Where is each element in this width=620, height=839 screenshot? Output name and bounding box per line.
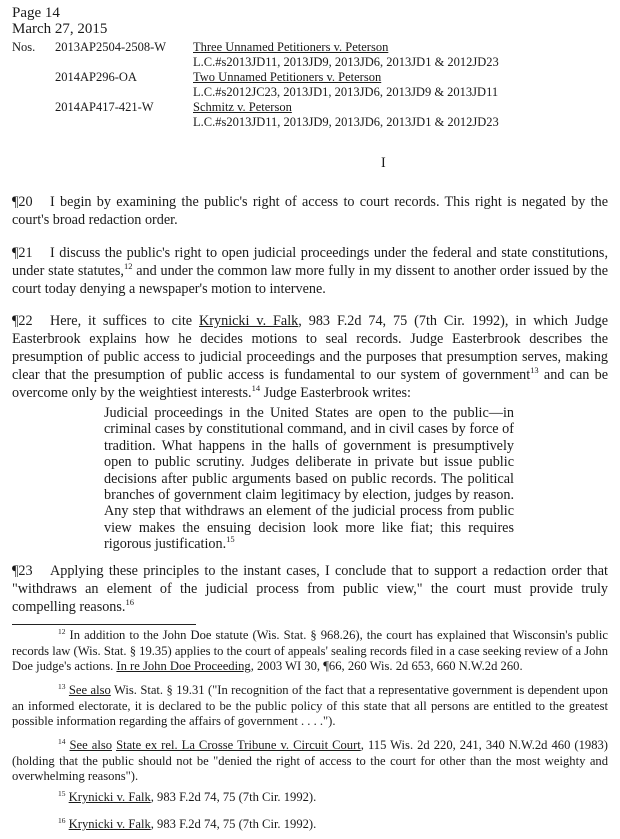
paragraph-text: I discuss the public's right to open judicial proceedings under the federal and state constitutions, under state statutes,	[12, 245, 608, 279]
paragraph-20	[12, 193, 608, 229]
case-caption: Two Unnamed Petitioners v. Peterson	[193, 70, 382, 84]
footnote-ref[interactable]: 14	[251, 383, 261, 393]
page-number: Page 14	[12, 5, 60, 21]
case-citation: In re John Doe Proceeding	[116, 659, 251, 673]
paragraph-text: Here, it suffices to cite	[50, 313, 200, 329]
footnote-text: , 983 F.2d 74, 75 (7th Cir. 1992).	[150, 790, 317, 804]
footnote-number: 16	[58, 816, 66, 825]
lower-court-numbers: L.C.#s2012JC23, 2013JD1, 2013JD6, 2013JD9 & 2013JD11	[193, 85, 499, 99]
paragraph-number: ¶21	[12, 245, 33, 261]
paragraph-text: Applying these principles to the instant cases, I conclude that to support a redaction order that "withdraws an element of the judicial process from public view," the court must provide truly compelling reasons.	[12, 563, 608, 615]
nos-label: Nos.	[12, 40, 36, 54]
footnote-text: , 983 F.2d 74, 75 (7th Cir. 1992).	[150, 817, 317, 831]
case-caption: Schmitz v. Peterson	[193, 100, 292, 114]
footnote-number: 14	[58, 737, 66, 746]
footnote-text: , 2003 WI 30, ¶66, 260 Wis. 2d 653, 660 N.W.2d 260.	[250, 659, 523, 673]
quote-text: Judicial proceedings in the United States are open to the public—in criminal cases by constitutional command, and in civil cases by force of tradition. What happens in the halls of government is presumptively open to public scrutiny. Judges deliberate in private but issue public decisions after public arguments based on public records. The political branches of government claim legitimacy by election, judges by reason. Any step that withdraws an element of the judicial process from public view makes the ensuing decision look more like fiat; this requires rigorous justification.	[104, 405, 514, 553]
section-heading: I	[381, 155, 386, 171]
footnote-number: 15	[58, 789, 66, 798]
paragraph-text: Judge Easterbrook writes:	[260, 385, 411, 401]
paragraph-number: ¶22	[12, 313, 33, 329]
footnote-16	[58, 817, 316, 832]
paragraph-23	[12, 562, 608, 616]
footnote-number: 12	[58, 627, 66, 636]
citation-signal: See also	[69, 738, 113, 752]
citation-signal: See also	[68, 683, 111, 697]
paragraph-22	[12, 312, 608, 402]
case-number: 2014AP296-OA	[55, 70, 137, 84]
case-citation: Krynicki v. Falk	[68, 790, 151, 804]
paragraph-text: and under the common law more fully in my dissent to another order issued by the court today denying a newspaper's motion to intervene.	[12, 263, 609, 297]
case-caption: Three Unnamed Petitioners v. Peterson	[193, 40, 389, 54]
paragraph-text: , 983 F.2d 74, 75 (7th Cir. 1992), in which Judge Easterbrook explains how he decides motions to seal records. Judge Easterbrook describes the presumption of public access to judicial proceedings and the purposes that presumption serves, making clear that the presumption of public access is fundamental to our system of government	[12, 313, 608, 383]
footnote-ref[interactable]: 15	[226, 534, 235, 545]
paragraph-text: I begin by examining the public's right of access to court records. This right is negated by the court's broad redaction order.	[12, 194, 608, 228]
paragraph-number: ¶20	[12, 194, 33, 210]
footnote-14	[12, 738, 608, 785]
footnote-text: Wis. Stat. § 19.31 ("In recognition of the fact that a representative government is dependent upon an informed electorate, it is declared to be the public policy of this state that all persons are entitled to the greatest possible information regarding the affairs of government . . . .").	[12, 683, 608, 728]
paragraph-text: and can be overcome only by the weightiest interests.	[12, 367, 608, 401]
case-citation: Krynicki v. Falk	[68, 817, 151, 831]
footnote-text: In addition to the John Doe statute (Wis. Stat. § 968.26), the court has explained that Wisconsin's public records law (Wis. Stat. § 19.35) applies to the court of appeals' sealing records filed in a case seeking review of a John Doe judge's actions.	[12, 628, 608, 673]
lower-court-numbers: L.C.#s2013JD11, 2013JD9, 2013JD6, 2013JD1 & 2012JD23	[193, 115, 499, 129]
footnote-13	[12, 683, 608, 730]
footnote-separator	[12, 624, 196, 625]
footnote-12	[12, 628, 608, 675]
document-date: March 27, 2015	[12, 21, 108, 37]
case-citation: Krynicki v. Falk	[199, 313, 299, 329]
footnote-ref[interactable]: 13	[530, 365, 539, 375]
footnote-ref[interactable]: 16	[125, 597, 134, 607]
case-number: 2014AP417-421-W	[55, 100, 154, 114]
lower-court-numbers: L.C.#s2013JD11, 2013JD9, 2013JD6, 2013JD1 & 2012JD23	[193, 55, 499, 69]
footnote-number: 13	[58, 682, 66, 691]
footnote-text: , 115 Wis. 2d 220, 241, 340 N.W.2d 460 (1983) (holding that the public should not be "denied the right of access to the court for other than the most weighty and overwhelming reasons").	[12, 738, 608, 783]
block-quote	[104, 405, 514, 553]
case-number: 2013AP2504-2508-W	[55, 40, 167, 54]
footnote-15	[58, 790, 316, 805]
case-citation: State ex rel. La Crosse Tribune v. Circuit Court	[116, 738, 361, 752]
paragraph-21	[12, 244, 608, 298]
paragraph-number: ¶23	[12, 563, 33, 579]
footnote-ref[interactable]: 12	[123, 261, 133, 271]
